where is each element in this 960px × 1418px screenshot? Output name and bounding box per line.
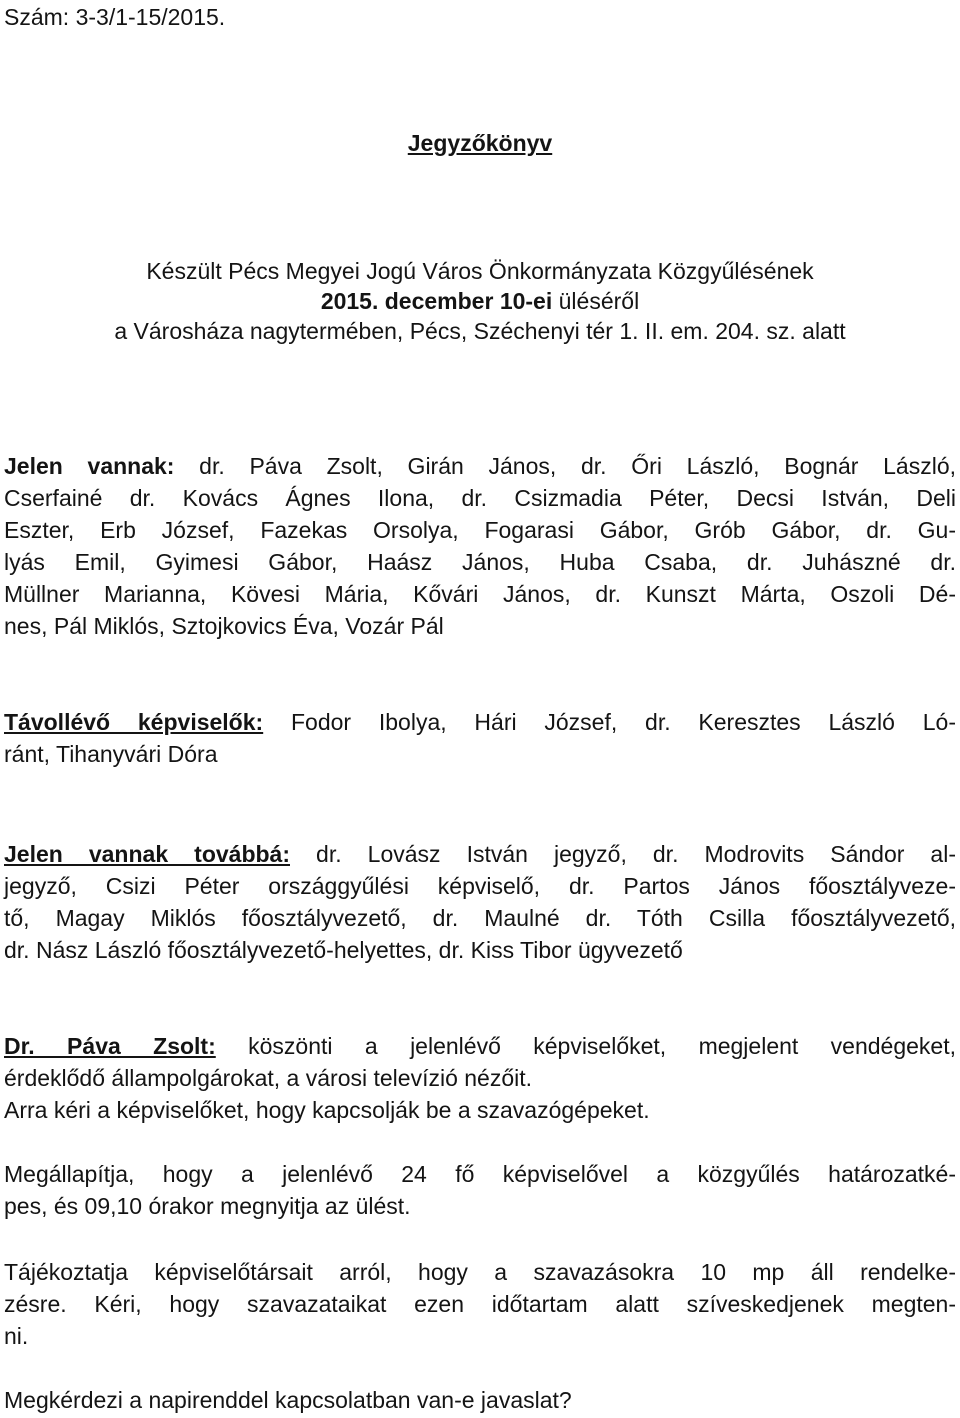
document-title: Jegyzőkönyv	[407, 130, 553, 156]
quorum-line: pes, és 09,10 órakor megnyitja az ülést.	[4, 1193, 411, 1219]
present-line: nes, Pál Miklós, Sztojkovics Éva, Vozár Pál	[4, 613, 444, 639]
speech-paragraph	[4, 1030, 956, 1126]
present-line: Müllner Marianna, Kövesi Mária, Kővári János, dr. Kunszt Márta, Oszoli Dé-	[4, 581, 956, 607]
question-line: Megkérdezi a napirenddel kapcsolatban van-e javaslat?	[4, 1387, 572, 1413]
present-label: Jelen vannak:	[4, 453, 175, 479]
intro-line-3: a Városháza nagytermében, Pécs, Széchenyi tér 1. II. em. 204. sz. alatt	[114, 318, 846, 344]
also-present-paragraph	[4, 838, 956, 966]
quorum-line: Megállapítja, hogy a jelenlévő 24 fő képviselővel a közgyűlés határozatké-	[4, 1161, 956, 1187]
also-present-line: jegyző, Csizi Péter országgyűlési képviselő, dr. Partos János főosztályveze-	[4, 873, 956, 899]
intro-line-2-rest: üléséről	[552, 288, 640, 314]
speech-line: érdeklődő állampolgárokat, a városi televízió nézőit.	[4, 1065, 533, 1091]
intro-line-1: Készült Pécs Megyei Jogú Város Önkormányzata Közgyűlésének	[146, 258, 814, 284]
present-line: Cserfainé dr. Kovács Ágnes Ilona, dr. Csizmadia Péter, Decsi István, Deli	[4, 485, 956, 511]
absent-label: Távollévő képviselők:	[4, 709, 264, 735]
also-present-line: tő, Magay Miklós főosztályvezető, dr. Maulné dr. Tóth Csilla főosztályvezető,	[4, 905, 956, 931]
present-members-paragraph	[4, 450, 956, 642]
intro-block	[0, 256, 960, 346]
intro-line-2	[0, 286, 960, 316]
document-number: Szám: 3-3/1-15/2015.	[4, 4, 226, 30]
absent-line: ránt, Tihanyvári Dóra	[4, 741, 218, 767]
absent-members-paragraph	[4, 706, 956, 770]
present-line: lyás Emil, Gyimesi Gábor, Haász János, Huba Csaba, dr. Juhászné dr.	[4, 549, 956, 575]
quorum-paragraph	[4, 1158, 956, 1222]
question-paragraph	[4, 1384, 956, 1416]
speaker-label: Dr. Páva Zsolt:	[4, 1033, 216, 1059]
meeting-date: 2015. december 10-ei	[320, 288, 553, 314]
present-line: Eszter, Erb József, Fazekas Orsolya, Fogarasi Gábor, Grób Gábor, dr. Gu-	[4, 517, 956, 543]
also-present-line: Jelen vannak továbbá: dr. Lovász István jegyző, dr. Modrovits Sándor al-	[4, 841, 956, 867]
voting-info-line: Tájékoztatja képviselőtársait arról, hogy a szavazásokra 10 mp áll rendelke-	[4, 1259, 956, 1285]
voting-info-line: zésre. Kéri, hogy szavazataikat ezen időtartam alatt szíveskedjenek megten-	[4, 1291, 956, 1317]
present-line: Jelen vannak: dr. Páva Zsolt, Girán János, dr. Őri László, Bognár László,	[4, 453, 957, 479]
absent-line: Távollévő képviselők: Fodor Ibolya, Hári József, dr. Keresztes László Ló-	[4, 709, 956, 735]
speech-line: Arra kéri a képviselőket, hogy kapcsolják be a szavazógépeket.	[4, 1097, 650, 1123]
voting-info-paragraph	[4, 1256, 956, 1352]
also-present-label: Jelen vannak továbbá:	[4, 841, 290, 867]
voting-info-line: ni.	[4, 1323, 29, 1349]
speech-line: Dr. Páva Zsolt: köszönti a jelenlévő képviselőket, megjelent vendégeket,	[4, 1033, 956, 1059]
also-present-line: dr. Nász László főosztályvezető-helyettes, dr. Kiss Tibor ügyvezető	[4, 937, 683, 963]
